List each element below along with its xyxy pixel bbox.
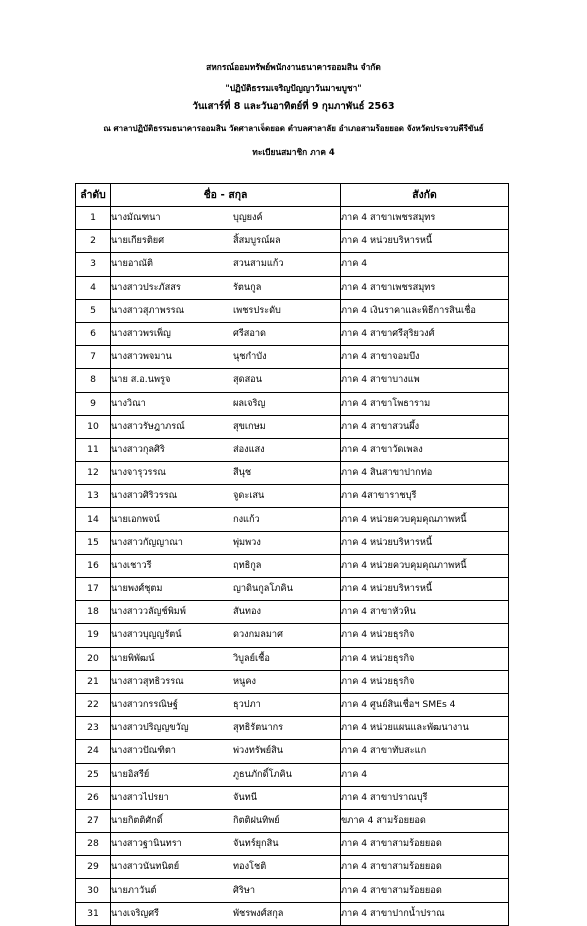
member-name	[111, 624, 341, 647]
row-number: 31	[76, 902, 111, 925]
member-department: ภาค 4 สาขาปราณบุรี	[341, 786, 509, 809]
last-name: ดวงกมลมาศ	[233, 629, 283, 641]
last-name: ส่องแสง	[233, 443, 265, 455]
last-name: วิบูลย์เชื้อ	[233, 652, 270, 664]
first-name: นางสาวกัญญาณา	[111, 536, 183, 548]
table-row	[76, 276, 509, 299]
member-department: ภาค 4 สาขาเพชรสมุทร	[341, 276, 509, 299]
last-name: พ่วงทรัพย์สิน	[233, 745, 284, 757]
table-row	[76, 415, 509, 438]
row-number: 28	[76, 833, 111, 856]
first-name: นางสาวปริญญขวัญ	[111, 722, 189, 734]
last-name: ภูธนภักดิ์โภคิน	[233, 768, 292, 780]
table-row	[76, 693, 509, 716]
member-name	[111, 508, 341, 531]
member-name	[111, 230, 341, 253]
table-row	[76, 299, 509, 322]
last-name: รัตนกูล	[233, 281, 262, 293]
roster-title: ทะเบียนสมาชิก ภาค 4	[252, 147, 335, 157]
member-department: ภาค 4 สาขาศรีสุริยวงศ์	[341, 322, 509, 345]
last-name: พุ่มพวง	[233, 536, 261, 548]
table-row	[76, 485, 509, 508]
first-name: นางสาวศิริวรรณ	[111, 490, 178, 502]
member-name	[111, 438, 341, 461]
row-number: 3	[76, 253, 111, 276]
member-name	[111, 369, 341, 392]
table-row	[76, 462, 509, 485]
first-name: นางสาววลัญช์พิมพ์	[111, 606, 186, 618]
first-name: นางสาวสุทธิวรรณ	[111, 675, 184, 687]
first-name: นายภาวันต์	[111, 884, 157, 896]
last-name: พัชรพงศ์สกุล	[233, 907, 284, 919]
member-name	[111, 346, 341, 369]
row-number: 2	[76, 230, 111, 253]
member-name	[111, 322, 341, 345]
row-number: 23	[76, 717, 111, 740]
row-number: 4	[76, 276, 111, 299]
first-name: นางมัณฑนา	[111, 212, 161, 224]
table-row	[76, 554, 509, 577]
table-row	[76, 578, 509, 601]
table-row	[76, 763, 509, 786]
member-name	[111, 276, 341, 299]
member-name	[111, 693, 341, 716]
first-name: นางสาวประภัสสร	[111, 281, 181, 293]
member-department: ภาค 4 เงินราคาและพิธีการสินเชื่อ	[341, 299, 509, 322]
first-name: นายเอกพจน์	[111, 513, 160, 525]
member-name	[111, 647, 341, 670]
table-row	[76, 809, 509, 832]
first-name: นางเชาวรี	[111, 559, 152, 571]
member-name	[111, 485, 341, 508]
table-row	[76, 601, 509, 624]
row-number: 9	[76, 392, 111, 415]
first-name: นางสาวรัษฎาภรณ์	[111, 420, 185, 432]
last-name: ญาดินกูลโภคิน	[233, 583, 293, 595]
last-name: เพชรประดับ	[233, 304, 281, 316]
row-number: 8	[76, 369, 111, 392]
table-row	[76, 670, 509, 693]
member-department: ภาค 4 สาขาเพชรสมุทร	[341, 207, 509, 230]
table-row	[76, 369, 509, 392]
last-name: ธุวปภา	[233, 699, 261, 711]
table-row	[76, 647, 509, 670]
member-name	[111, 601, 341, 624]
row-number: 7	[76, 346, 111, 369]
member-department: ภาค 4 สาขาสวนผึ้ง	[341, 415, 509, 438]
member-department: ภาค 4	[341, 253, 509, 276]
member-department: ภาค 4 สาขาจอมบึง	[341, 346, 509, 369]
row-number: 26	[76, 786, 111, 809]
column-header-no: ลำดับ	[76, 184, 111, 207]
first-name: นางสาวไปรยา	[111, 791, 169, 803]
last-name: สุดสอน	[233, 374, 262, 386]
row-number: 24	[76, 740, 111, 763]
member-department: ภาค 4 สาขาสามร้อยยอด	[341, 833, 509, 856]
member-name	[111, 554, 341, 577]
member-name	[111, 462, 341, 485]
row-number: 5	[76, 299, 111, 322]
table-row	[76, 624, 509, 647]
first-name: นางวิณา	[111, 397, 146, 409]
last-name: สันทอง	[233, 606, 261, 618]
member-department: ภาค 4 หน่วยบริหารหนี้	[341, 230, 509, 253]
first-name: นายกิตติศักดิ์	[111, 814, 163, 826]
last-name: บุญยงค์	[233, 212, 263, 224]
member-name	[111, 670, 341, 693]
row-number: 25	[76, 763, 111, 786]
event-venue: ณ ศาลาปฏิบัติธรรมธนาคารออมสิน วัดศาลาเจ็ดยอด ตำบลศาลาลัย อำเภอสามร้อยยอด จังหวัดประจวบคีรีขันธ์	[103, 124, 484, 133]
column-header-dept: สังกัด	[341, 184, 509, 207]
last-name: สวนสามแก้ว	[233, 258, 284, 270]
table-row	[76, 346, 509, 369]
member-department: ภาค 4 สาขาสามร้อยยอด	[341, 856, 509, 879]
first-name: นางสาวกุลศิริ	[111, 443, 165, 455]
last-name: ผลเจริญ	[233, 397, 266, 409]
first-name: นางสาวกรรณิษฐ์	[111, 699, 178, 711]
member-department: ภาค 4 สาขาหัวหิน	[341, 601, 509, 624]
first-name: นางสาวปัณฑิตา	[111, 745, 176, 757]
last-name: ทองโชติ	[233, 861, 267, 873]
row-number: 14	[76, 508, 111, 531]
row-number: 22	[76, 693, 111, 716]
member-department: ภาค 4 สาขาโพธาราม	[341, 392, 509, 415]
row-number: 11	[76, 438, 111, 461]
table-row	[76, 717, 509, 740]
table-row	[76, 740, 509, 763]
row-number: 6	[76, 322, 111, 345]
member-name	[111, 717, 341, 740]
row-number: 21	[76, 670, 111, 693]
member-department: ขภาค 4 สามร้อยยอด	[341, 809, 509, 832]
last-name: จูดะเสน	[233, 490, 265, 502]
member-department: ภาค 4 สาขาทับสะแก	[341, 740, 509, 763]
last-name: สิ้สมบูรณ์ผล	[233, 235, 281, 247]
table-row	[76, 531, 509, 554]
member-name	[111, 902, 341, 925]
table-row	[76, 879, 509, 902]
first-name: นายพงศ์ชุตม	[111, 583, 163, 595]
last-name: ศิริษา	[233, 884, 255, 896]
first-name: นาย ส.อ.นพรูจ	[111, 374, 171, 386]
member-name	[111, 299, 341, 322]
row-number: 18	[76, 601, 111, 624]
last-name: กงแก้ว	[233, 513, 260, 525]
first-name: นายเกียรติยศ	[111, 235, 165, 247]
member-department: ภาค 4 หน่วยธุรกิจ	[341, 624, 509, 647]
member-department: ภาค 4 สาขาบางแพ	[341, 369, 509, 392]
table-row	[76, 253, 509, 276]
member-department: ภาค 4 หน่วยควบคุมคุณภาพหนี้	[341, 508, 509, 531]
table-row	[76, 902, 509, 925]
table-row	[76, 856, 509, 879]
table-row	[76, 392, 509, 415]
first-name: นายพิพัฒน์	[111, 652, 155, 664]
member-name	[111, 415, 341, 438]
first-name: นางเจริญศรี	[111, 907, 159, 919]
member-name	[111, 578, 341, 601]
first-name: นางสาวพรเพ็ญ	[111, 328, 171, 340]
member-department: ภาค 4 สาขาสามร้อยยอด	[341, 879, 509, 902]
table-header-row	[76, 184, 509, 207]
first-name: นางสาวบุญญรัตน์	[111, 629, 182, 641]
member-department: ภาค 4 ศูนย์สินเชื่อฯ SMEs 4	[341, 693, 509, 716]
member-name	[111, 253, 341, 276]
column-header-name: ชื่อ - สกุล	[111, 184, 341, 207]
table-row	[76, 438, 509, 461]
member-department: ภาค 4 หน่วยธุรกิจ	[341, 670, 509, 693]
member-department: ภาค 4 สาขาวัดเพลง	[341, 438, 509, 461]
last-name: กิตติฝนทิพย์	[233, 814, 280, 826]
row-number: 16	[76, 554, 111, 577]
member-department: ภาค 4 หน่วยควบคุมคุณภาพหนี้	[341, 554, 509, 577]
first-name: นางสาวฐานินทรา	[111, 838, 182, 850]
first-name: นางสาวนันทนิตย์	[111, 861, 180, 873]
first-name: นางจารุวรรณ	[111, 467, 166, 479]
member-department: ภาค 4	[341, 763, 509, 786]
member-department: ภาค 4 สาขาปากน้ำปราณ	[341, 902, 509, 925]
member-name	[111, 786, 341, 809]
first-name: นายอิสรีย์	[111, 768, 150, 780]
table-row	[76, 833, 509, 856]
row-number: 12	[76, 462, 111, 485]
row-number: 20	[76, 647, 111, 670]
last-name: หนูคง	[233, 675, 256, 687]
row-number: 15	[76, 531, 111, 554]
org-title: สหกรณ์ออมทรัพย์พนักงานธนาคารออมสิน จำกัด	[206, 62, 381, 72]
last-name: ฤทธิกูล	[233, 559, 262, 571]
last-name: สุขเกษม	[233, 420, 266, 432]
table-row	[76, 508, 509, 531]
table-row	[76, 230, 509, 253]
table-row	[76, 322, 509, 345]
member-department: ภาค 4 สินสาขาปากท่อ	[341, 462, 509, 485]
member-department: ภาค 4สาขาราชบุรี	[341, 485, 509, 508]
member-roster-table	[75, 183, 509, 926]
row-number: 30	[76, 879, 111, 902]
first-name: นายอาณัติ	[111, 258, 153, 270]
first-name: นางสาวพจมาน	[111, 351, 172, 363]
member-department: ภาค 4 หน่วยบริหารหนี้	[341, 578, 509, 601]
member-name	[111, 531, 341, 554]
table-body	[76, 207, 509, 926]
last-name: จันทนี	[233, 791, 258, 803]
member-name	[111, 879, 341, 902]
last-name: จันทร์ยุกสิน	[233, 838, 279, 850]
member-name	[111, 856, 341, 879]
row-number: 13	[76, 485, 111, 508]
table-row	[76, 207, 509, 230]
member-name	[111, 833, 341, 856]
member-name	[111, 763, 341, 786]
row-number: 10	[76, 415, 111, 438]
event-title: "ปฏิบัติธรรมเจริญปัญญาวันมาฆบูชา"	[225, 83, 362, 93]
row-number: 27	[76, 809, 111, 832]
table-row	[76, 786, 509, 809]
member-name	[111, 740, 341, 763]
member-name	[111, 207, 341, 230]
row-number: 1	[76, 207, 111, 230]
first-name: นางสาวสุภาพรรณ	[111, 304, 185, 316]
row-number: 19	[76, 624, 111, 647]
last-name: สีนุช	[233, 467, 252, 479]
row-number: 29	[76, 856, 111, 879]
last-name: นุชกำบัง	[233, 351, 267, 363]
member-department: ภาค 4 หน่วยแผนและพัฒนางาน	[341, 717, 509, 740]
member-name	[111, 392, 341, 415]
member-department: ภาค 4 หน่วยธุรกิจ	[341, 647, 509, 670]
row-number: 17	[76, 578, 111, 601]
member-department: ภาค 4 หน่วยบริหารหนี้	[341, 531, 509, 554]
event-date: วันเสาร์ที่ 8 และวันอาทิตย์ที่ 9 กุมภาพันธ์ 2563	[192, 101, 395, 112]
last-name: ศรีสอาด	[233, 328, 267, 340]
last-name: สุทธิรัตนากร	[233, 722, 284, 734]
member-name	[111, 809, 341, 832]
